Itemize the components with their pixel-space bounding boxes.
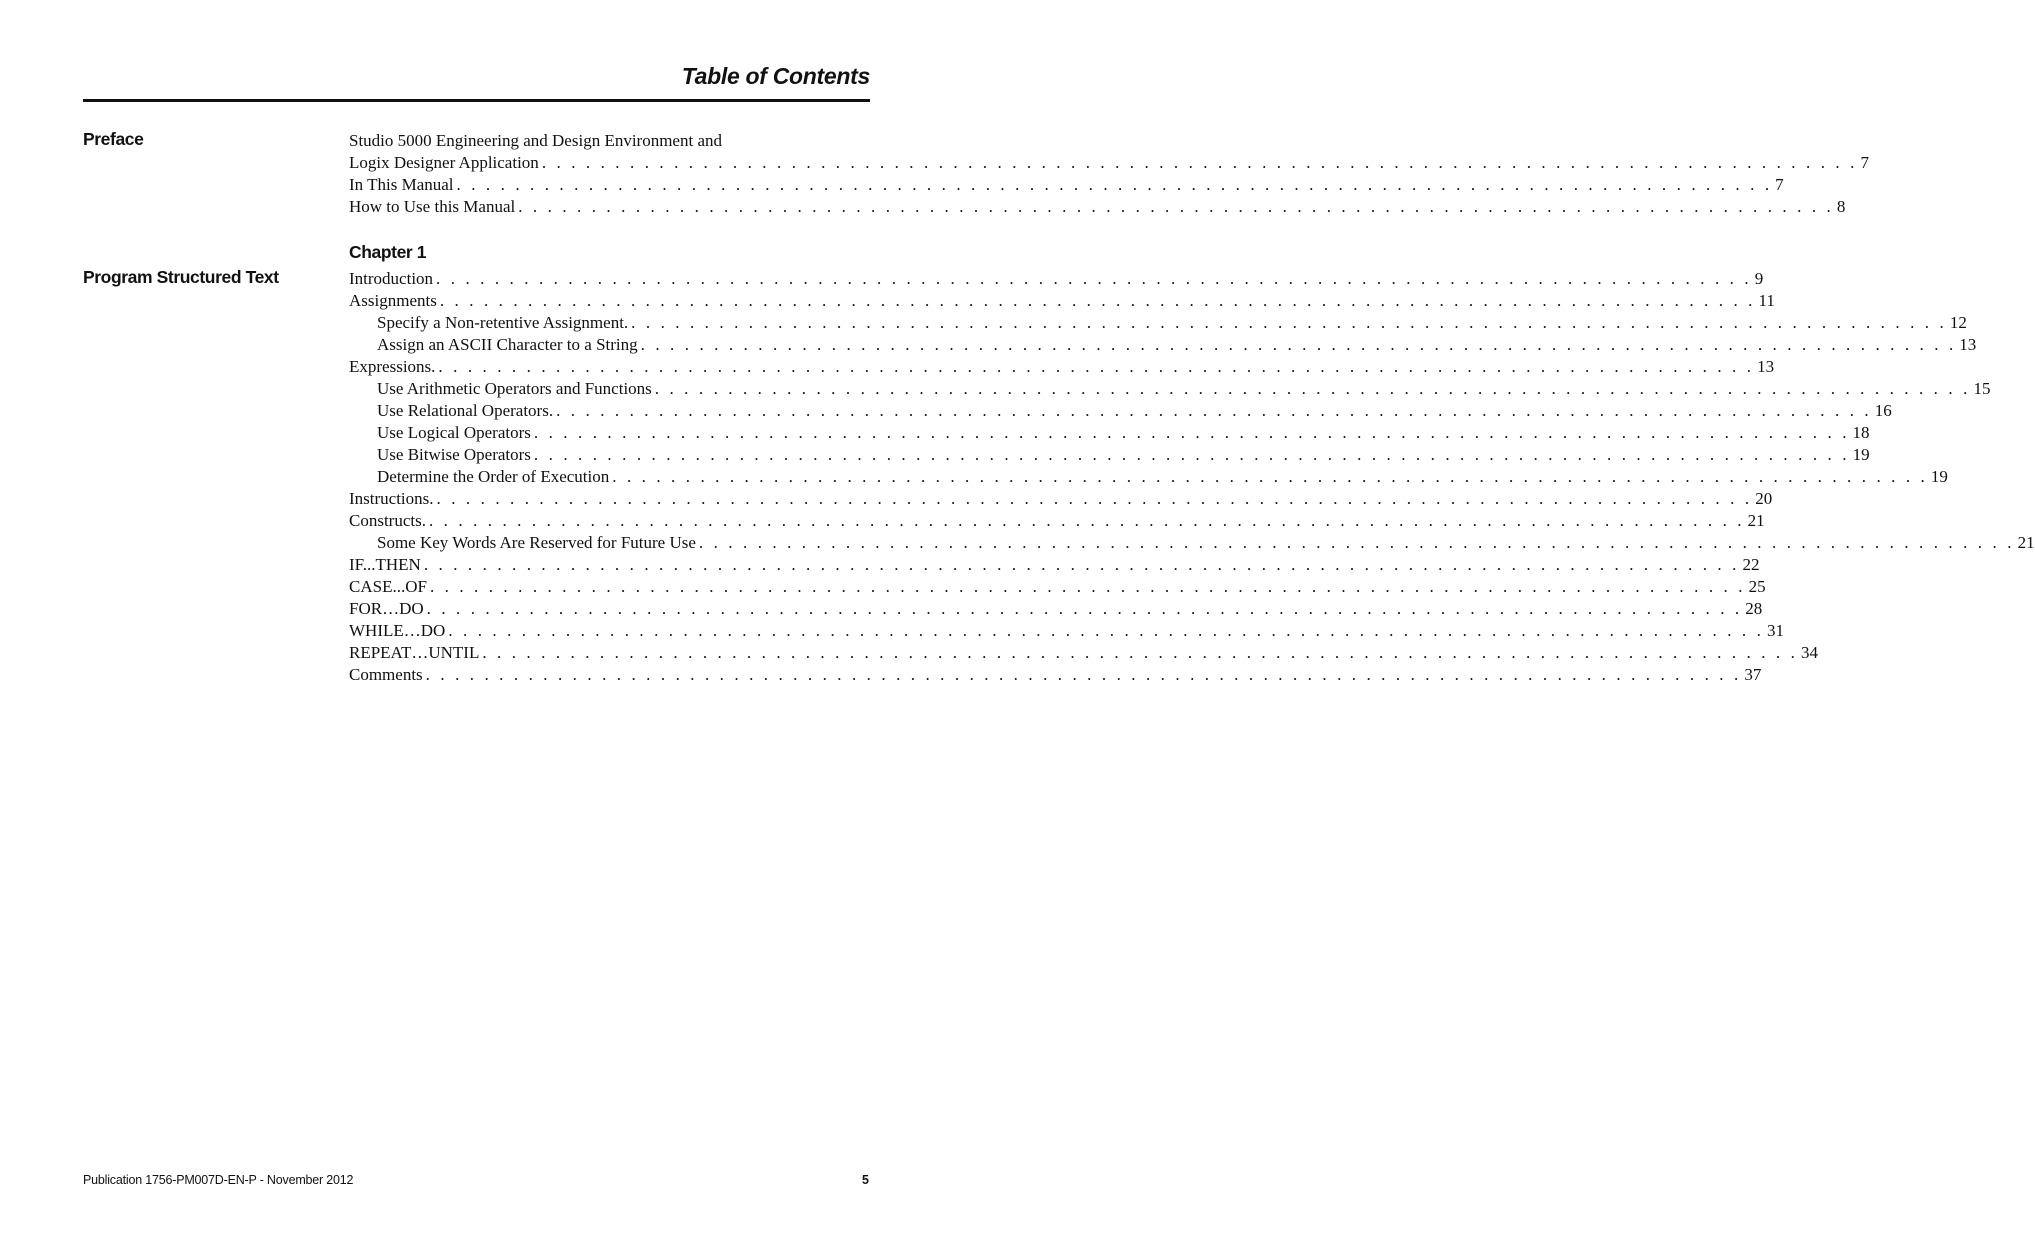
toc-entry-page: 20 [1755,489,1773,508]
section-label-program-structured-text: Program Structured Text [83,267,279,287]
toc-entry-page: 19 [1930,467,1948,486]
toc-entry[interactable] [349,466,1948,488]
dot-leader: . . . . . . . . . . . . . . . . . . . . . . . . . . . . . . . . . . . . . . . . . . . . . . . . . . . . . . . . . . . . . . . . . . . . . . . . . . . . . . . . . . . . . . . . . . [631,313,1947,332]
toc-entry-page: 12 [1949,313,1967,332]
chapter1-toc [349,268,2035,686]
toc-entry[interactable] [349,620,1784,642]
toc-entry[interactable] [349,422,1870,444]
dot-leader: . . . . . . . . . . . . . . . . . . . . . . . . . . . . . . . . . . . . . . . . . . . . . . . . . . . . . . . . . . . . . . . . . . . . . . . . . . . . . . . . . . . . . . . . . . [429,577,1746,596]
footer-publication: Publication 1756-PM007D-EN-P - November 2012 [83,1173,354,1187]
toc-entry-title: IF...THEN [349,555,421,574]
dot-leader: . . . . . . . . . . . . . . . . . . . . . . . . . . . . . . . . . . . . . . . . . . . . . . . . . . . . . . . . . . . . . . . . . . . . . . . . . . . . . . . . . . . . . . . . . . [436,269,1752,288]
toc-entry[interactable] [349,312,1967,334]
dot-leader: . . . . . . . . . . . . . . . . . . . . . . . . . . . . . . . . . . . . . . . . . . . . . . . . . . . . . . . . . . . . . . . . . . . . . . . . . . . . . . . . . . . . . . . . . . [436,489,1753,508]
toc-entry[interactable] [349,290,1775,312]
toc-entry[interactable] [349,444,1870,466]
toc-entry[interactable] [349,378,1991,400]
toc-entry-page: 31 [1766,621,1784,640]
toc-entry-page: 25 [1748,577,1766,596]
toc-entry-page: 13 [1959,335,1977,354]
dot-leader: . . . . . . . . . . . . . . . . . . . . . . . . . . . . . . . . . . . . . . . . . . . . . . . . . . . . . . . . . . . . . . . . . . . . . . . . . . . . . . . . . . . . . . . . . . [533,445,1850,464]
preface-toc [349,130,1869,218]
toc-entry-page: 34 [1800,643,1818,662]
dot-leader: . . . . . . . . . . . . . . . . . . . . . . . . . . . . . . . . . . . . . . . . . . . . . . . . . . . . . . . . . . . . . . . . . . . . . . . . . . . . . . . . . . . . . . . . . . [428,511,1745,530]
toc-entry[interactable] [349,598,1763,620]
toc-entry-page: 28 [1745,599,1763,618]
toc-entry-title: Comments [349,665,423,684]
toc-entry-title: Use Relational Operators. [377,401,554,420]
toc-entry-page: 21 [1747,511,1765,530]
toc-entry-page: 21 [2017,533,2035,552]
toc-entry-page: 37 [1744,665,1762,684]
toc-entry-title: Use Logical Operators [377,423,531,442]
dot-leader: . . . . . . . . . . . . . . . . . . . . . . . . . . . . . . . . . . . . . . . . . . . . . . . . . . . . . . . . . . . . . . . . . . . . . . . . . . . . . . . . . . . . . . . . . . [518,197,1834,216]
toc-entry-title: Specify a Non-retentive Assignment. [377,313,629,332]
title-rule [83,99,870,102]
toc-entry-title: Assignments [349,291,437,310]
toc-entry-title: How to Use this Manual [349,197,516,216]
toc-entry[interactable] [349,576,1766,598]
toc-entry-page: 15 [1973,379,1991,398]
toc-entry-title: Instructions. [349,489,434,508]
toc-entry[interactable] [349,152,1869,174]
dot-leader: . . . . . . . . . . . . . . . . . . . . . . . . . . . . . . . . . . . . . . . . . . . . . . . . . . . . . . . . . . . . . . . . . . . . . . . . . . . . . . . . . . . . . . . . . . [448,621,1764,640]
dot-leader: . . . . . . . . . . . . . . . . . . . . . . . . . . . . . . . . . . . . . . . . . . . . . . . . . . . . . . . . . . . . . . . . . . . . . . . . . . . . . . . . . . . . . . . . . . [556,401,1872,420]
toc-entry-title: CASE...OF [349,577,427,596]
toc-entry-title: Use Arithmetic Operators and Functions [377,379,652,398]
toc-entry-title: Some Key Words Are Reserved for Future Use [377,533,696,552]
footer-page-number: 5 [862,1173,869,1187]
dot-leader: . . . . . . . . . . . . . . . . . . . . . . . . . . . . . . . . . . . . . . . . . . . . . . . . . . . . . . . . . . . . . . . . . . . . . . . . . . . . . . . . . . . . . . . . . . [426,599,1743,618]
toc-entry-page: 19 [1852,445,1870,464]
toc-entry[interactable] [349,488,1773,510]
dot-leader: . . . . . . . . . . . . . . . . . . . . . . . . . . . . . . . . . . . . . . . . . . . . . . . . . . . . . . . . . . . . . . . . . . . . . . . . . . . . . . . . . . . . . . . . . . [456,175,1773,194]
toc-entry-title: In This Manual [349,175,454,194]
toc-entry[interactable] [349,268,1764,290]
toc-entry-title: Introduction [349,269,434,288]
dot-leader: . . . . . . . . . . . . . . . . . . . . . . . . . . . . . . . . . . . . . . . . . . . . . . . . . . . . . . . . . . . . . . . . . . . . . . . . . . . . . . . . . . . . . . . . . . [698,533,2015,552]
chapter-label: Chapter 1 [349,242,427,262]
toc-entry-title: Logix Designer Application [349,153,539,172]
toc-entry-page: 16 [1874,401,1892,420]
toc-entry-title: FOR…DO [349,599,424,618]
toc-entry-page: 7 [1860,153,1869,172]
toc-entry-title: Use Bitwise Operators [377,445,531,464]
toc-entry-title: REPEAT…UNTIL [349,643,480,662]
toc-entry-page: 9 [1754,269,1764,288]
toc-entry-page: 7 [1775,175,1784,194]
toc-entry-title: Assign an ASCII Character to a String [377,335,638,354]
toc-entry-page: 18 [1852,423,1870,442]
dot-leader: . . . . . . . . . . . . . . . . . . . . . . . . . . . . . . . . . . . . . . . . . . . . . . . . . . . . . . . . . . . . . . . . . . . . . . . . . . . . . . . . . . . . . . . . . . [654,379,1971,398]
toc-entry[interactable] [349,356,1775,378]
dot-leader: . . . . . . . . . . . . . . . . . . . . . . . . . . . . . . . . . . . . . . . . . . . . . . . . . . . . . . . . . . . . . . . . . . . . . . . . . . . . . . . . . . . . . . . . . . [612,467,1928,486]
dot-leader: . . . . . . . . . . . . . . . . . . . . . . . . . . . . . . . . . . . . . . . . . . . . . . . . . . . . . . . . . . . . . . . . . . . . . . . . . . . . . . . . . . . . . . . . . . [541,153,1858,172]
dot-leader: . . . . . . . . . . . . . . . . . . . . . . . . . . . . . . . . . . . . . . . . . . . . . . . . . . . . . . . . . . . . . . . . . . . . . . . . . . . . . . . . . . . . . . . . . . [640,335,1957,354]
dot-leader: . . . . . . . . . . . . . . . . . . . . . . . . . . . . . . . . . . . . . . . . . . . . . . . . . . . . . . . . . . . . . . . . . . . . . . . . . . . . . . . . . . . . . . . . . . [533,423,1850,442]
dot-leader: . . . . . . . . . . . . . . . . . . . . . . . . . . . . . . . . . . . . . . . . . . . . . . . . . . . . . . . . . . . . . . . . . . . . . . . . . . . . . . . . . . . . . . . . . . [482,643,1798,662]
toc-entry[interactable] [349,174,1784,196]
toc-entry-page: 22 [1742,555,1760,574]
toc-entry[interactable] [349,642,1818,664]
toc-entry-title: Constructs. [349,511,426,530]
dot-leader: . . . . . . . . . . . . . . . . . . . . . . . . . . . . . . . . . . . . . . . . . . . . . . . . . . . . . . . . . . . . . . . . . . . . . . . . . . . . . . . . . . . . . . . . . . [423,555,1740,574]
toc-entry[interactable] [349,510,1765,532]
toc-entry[interactable] [349,196,1846,218]
toc-entry[interactable] [349,334,1977,356]
toc-entry-page: 13 [1757,357,1775,376]
page-title: Table of Contents [681,63,870,89]
preface-intro-line: Studio 5000 Engineering and Design Environment and [349,131,722,150]
dot-leader: . . . . . . . . . . . . . . . . . . . . . . . . . . . . . . . . . . . . . . . . . . . . . . . . . . . . . . . . . . . . . . . . . . . . . . . . . . . . . . . . . . . . . . . . . . [439,291,1756,310]
toc-entry[interactable] [349,554,1760,576]
toc-entry-title: WHILE…DO [349,621,446,640]
toc-entry[interactable] [349,400,1892,422]
toc-entry-page: 8 [1836,197,1846,216]
dot-leader: . . . . . . . . . . . . . . . . . . . . . . . . . . . . . . . . . . . . . . . . . . . . . . . . . . . . . . . . . . . . . . . . . . . . . . . . . . . . . . . . . . . . . . . . . . [438,357,1755,376]
toc-entry-title: Expressions. [349,357,436,376]
toc-entry[interactable] [349,532,2035,554]
toc-entry-title: Determine the Order of Execution [377,467,610,486]
toc-entry[interactable] [349,664,1762,686]
dot-leader: . . . . . . . . . . . . . . . . . . . . . . . . . . . . . . . . . . . . . . . . . . . . . . . . . . . . . . . . . . . . . . . . . . . . . . . . . . . . . . . . . . . . . . . . . . [425,665,1742,684]
toc-entry-page: 11 [1758,291,1775,310]
section-label-preface: Preface [83,129,144,149]
